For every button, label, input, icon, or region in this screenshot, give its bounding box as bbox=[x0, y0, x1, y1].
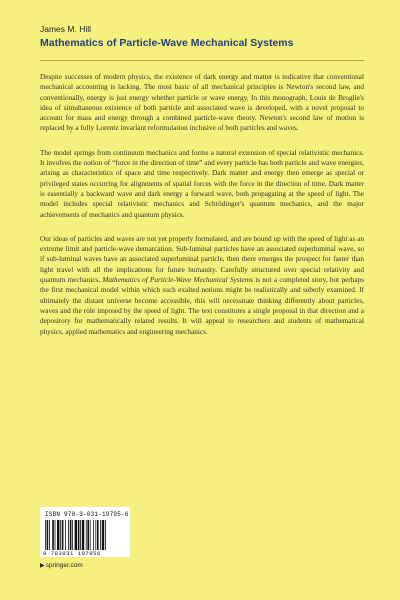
publisher-site: springer.com bbox=[45, 562, 83, 569]
arrow-right-icon: ▶ bbox=[40, 563, 45, 569]
paragraph-3-book-title: Mathematics of Particle-Wave Mechanical Systems bbox=[102, 276, 253, 285]
publisher-link[interactable] bbox=[40, 562, 83, 569]
header-divider bbox=[40, 60, 364, 61]
barcode-digits: 9 783031 197956 bbox=[43, 550, 101, 557]
paragraph-3-text-a: Our ideas of particles and waves are not yet properly formulated, and are bound up with the speed of light as an extreme limit and particle-wave demarcation. Sub-luminal particles have an associated superluminal wave, so if sub-luminal waves have an associated superluminal particle, then there emerges the prospect for faster than light travel with all the implications for future humanity. Carefully structured over special relativity and quantum mechanics, bbox=[40, 234, 364, 285]
paragraph-2: The model springs from continuum mechanics and forms a natural extension of special relativistic mechanics. It involves the notion of “force in the direction of time” and every particle has both particle and wave energies, arising as characteristics of space and time respectively. Dark matter and energy then emerge as special or privileged states occurring for alignments of spatial forces with the force in the direction of time. Dark matter is essentially a backward wave and dark energy a forward wave, both propagating at the speed of light. The model includes special relativistic mechanics and Schrödinger's quantum mechanics, and the major achievements of mechanics and quantum physics. bbox=[40, 148, 364, 219]
paragraph-3 bbox=[40, 234, 364, 337]
author-name: James M. Hill bbox=[40, 24, 92, 34]
barcode-panel bbox=[40, 507, 130, 557]
barcode-icon bbox=[45, 520, 125, 550]
isbn-number: ISBN 978-3-031-19795-6 bbox=[45, 511, 129, 518]
header bbox=[40, 24, 370, 50]
paragraph-1: Despite successes of modern physics, the existence of dark energy and matter is indicative that conventional mechanical accounting is lacking. The most basic of all mechanical principles is Newton's second law, and conventionally, energy is just energy whether particle or wave energy. In this monograph, Louis de Broglie's idea of simultaneous existence of both particle and associated wave is developed, with a novel proposal to account for mass and energy through a combined particle-wave theory. Newton's second law of motion is replaced by a fully Lorentz invariant reformulation inclusive of both particles and waves. bbox=[40, 73, 364, 133]
paragraph-3-text-b: is not a completed story, but perhaps the first mechanical model within which such exalted notions might be realistically and soberly examined. If ultimately the distant universe become accessible, this will necessitate thinking differently about particles, waves and the role imposed by the speed of light. The text constitutes a single proposal in that direction and a depository for mathematically related results. It will appeal to researchers and students of mathematical physics, applied mathematics and engineering mechanics. bbox=[40, 276, 365, 336]
book-title: Mathematics of Particle-Wave Mechanical Systems bbox=[40, 37, 294, 49]
back-cover-blurb bbox=[40, 72, 364, 349]
